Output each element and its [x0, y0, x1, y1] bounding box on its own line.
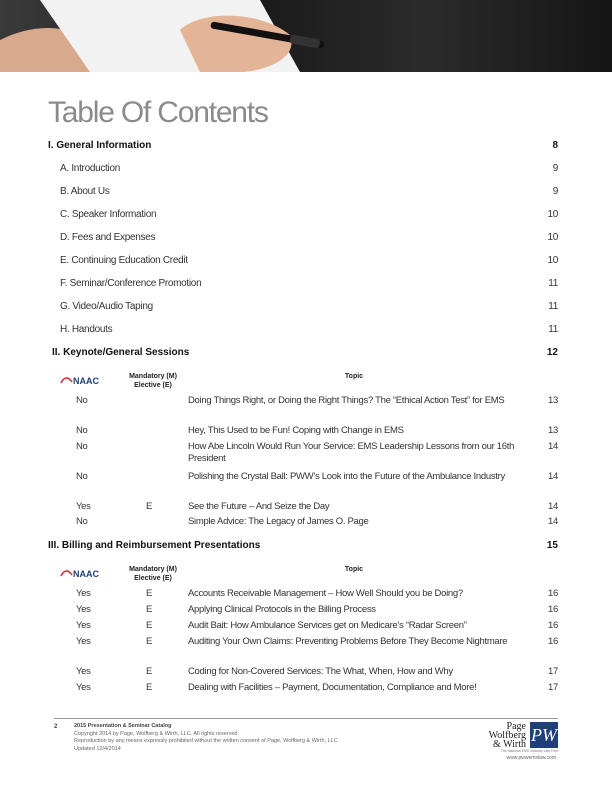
me-cell: E	[146, 501, 153, 512]
naac-cell: Yes	[76, 682, 91, 693]
page-cell: 14	[548, 501, 558, 512]
pww-logo[interactable]	[488, 721, 562, 766]
toc-item-label: H. Handouts	[60, 324, 113, 335]
page-cell: 16	[548, 620, 558, 631]
naac-logo-text: NAAC	[73, 569, 99, 579]
topic-cell: Accounts Receivable Management – How Well Should you be Doing?	[188, 588, 463, 599]
topic-cell: Auditing Your Own Claims: Preventing Problems Before They Become Nightmare	[188, 636, 508, 647]
footer-divider	[54, 718, 558, 719]
naac-logo-icon	[60, 373, 106, 387]
mandatory-elective-header	[118, 372, 188, 390]
page-title: Table Of Contents	[48, 96, 268, 129]
elective-label: Elective (E)	[134, 382, 172, 389]
topic-cell: Coding for Non-Covered Services: The What, When, How and Why	[188, 666, 453, 677]
toc-item-page: 11	[548, 301, 558, 312]
footer-url[interactable]: www.pwwemslaw.com	[506, 755, 556, 761]
section-page: 12	[546, 347, 558, 358]
me-cell: E	[146, 682, 153, 693]
toc-item-seminar-promotion[interactable]	[60, 278, 558, 289]
naac-cell: Yes	[76, 588, 91, 599]
toc-item-continuing-education[interactable]	[60, 255, 558, 266]
topic-cell: Applying Clinical Protocols in the Billing Process	[188, 604, 376, 615]
naac-cell: Yes	[76, 501, 91, 512]
me-cell: E	[146, 604, 153, 615]
section-billing-reimbursement[interactable]	[48, 540, 558, 551]
logo-tagline: The National EMS Industry Law Firm	[500, 749, 558, 753]
toc-item-label: C. Speaker Information	[60, 209, 157, 220]
toc-item-introduction[interactable]	[60, 163, 558, 174]
section-page: 15	[546, 540, 558, 551]
me-cell: E	[146, 620, 153, 631]
topic-cell: Audit Bait: How Ambulance Services get on Medicare’s “Radar Screen”	[188, 620, 467, 631]
toc-item-fees-expenses[interactable]	[60, 232, 558, 243]
topic-cell: Doing Things Right, or Doing the Right Things? The “Ethical Action Test” for EMS	[188, 395, 505, 406]
page-cell: 16	[548, 636, 558, 647]
naac-cell: Yes	[76, 604, 91, 615]
naac-cell: No	[76, 516, 88, 527]
logo-mark-icon: PW	[530, 722, 558, 748]
topic-cell: Hey, This Used to be Fun! Coping with Change in EMS	[188, 425, 404, 436]
naac-logo-icon	[60, 566, 106, 580]
toc-item-page: 10	[547, 209, 558, 220]
page-cell: 16	[548, 604, 558, 615]
page-cell: 13	[548, 425, 558, 436]
toc-item-page: 10	[547, 232, 558, 243]
toc-item-label: B. About Us	[60, 186, 110, 197]
section-keynote-sessions[interactable]	[52, 347, 558, 358]
hand-writing-photo	[0, 0, 612, 72]
page-cell: 14	[548, 441, 558, 452]
page-cell: 13	[548, 395, 558, 406]
footer-updated: Updated 12/4/2014	[74, 745, 121, 752]
toc-item-label: A. Introduction	[60, 163, 120, 174]
section-general-information[interactable]	[48, 140, 558, 151]
toc-item-label: F. Seminar/Conference Promotion	[60, 278, 202, 289]
naac-cell: Yes	[76, 666, 91, 677]
page-cell: 14	[548, 471, 558, 482]
mandatory-elective-header	[118, 565, 188, 583]
toc-item-page: 9	[552, 163, 558, 174]
toc-item-video-audio[interactable]	[60, 301, 558, 312]
topic-cell: How Abe Lincoln Would Run Your Service: EMS Leadership Lessons from our 16th President	[188, 441, 515, 464]
toc-item-label: E. Continuing Education Credit	[60, 255, 188, 266]
toc-item-about-us[interactable]	[60, 186, 558, 197]
topic-cell: Polishing the Crystal Ball: PWW’s Look into the Future of the Ambulance Industry	[188, 471, 505, 482]
naac-cell: No	[76, 395, 88, 406]
topic-header: Topic	[344, 566, 364, 573]
topic-header: Topic	[344, 373, 364, 380]
naac-cell: Yes	[76, 636, 91, 647]
header-photo	[0, 0, 612, 72]
naac-cell: No	[76, 425, 88, 436]
footer-copyright: Copyright 2014 by Page, Wolfberg & Wirth, LLC. All rights reserved.	[74, 730, 239, 737]
section-label: III. Billing and Reimbursement Presentations	[48, 540, 261, 551]
toc-item-page: 9	[552, 186, 558, 197]
toc-item-page: 11	[548, 278, 558, 289]
naac-logo-text: NAAC	[73, 376, 99, 386]
toc-item-speaker-information[interactable]	[60, 209, 558, 220]
toc-item-handouts[interactable]	[60, 324, 558, 335]
toc-item-label: G. Video/Audio Taping	[60, 301, 153, 312]
logo-wordmark	[489, 722, 526, 749]
page-cell: 17	[548, 666, 558, 677]
topic-cell: See the Future – And Seize the Day	[188, 501, 330, 512]
me-cell: E	[146, 636, 153, 647]
footer-catalog: 2015 Presentation & Seminar Catalog	[74, 723, 172, 729]
toc-item-label: D. Fees and Expenses	[60, 232, 156, 243]
toc-item-page: 10	[547, 255, 558, 266]
footer-reproduction: Reproduction by any means expressly prohibited without the written consent of Page, Wolfberg & Wirth, LLC	[74, 738, 338, 744]
me-cell: E	[146, 588, 153, 599]
section-label: I. General Information	[48, 140, 152, 151]
logo-line-1: Page	[506, 721, 526, 732]
naac-cell: Yes	[76, 620, 91, 631]
naac-cell: No	[76, 471, 88, 482]
page-cell: 16	[548, 588, 558, 599]
footer-text	[74, 723, 338, 753]
page-cell: 14	[548, 516, 558, 527]
logo-line-3: & Wirth	[492, 739, 526, 750]
topic-cell: Dealing with Facilities – Payment, Documentation, Compliance and More!	[188, 682, 477, 693]
page-cell: 17	[548, 682, 558, 693]
mandatory-label: Mandatory (M)	[129, 566, 177, 573]
mandatory-label: Mandatory (M)	[129, 373, 177, 380]
section-label: II. Keynote/General Sessions	[52, 347, 190, 358]
section-page: 8	[552, 140, 558, 151]
footer-page-number: 2	[54, 724, 58, 730]
toc-item-page: 11	[548, 324, 558, 335]
naac-cell: No	[76, 441, 88, 452]
me-cell: E	[146, 666, 153, 677]
topic-cell: Simple Advice: The Legacy of James O. Page	[188, 516, 369, 527]
elective-label: Elective (E)	[134, 575, 172, 582]
logo-line-2: Wolfberg	[488, 730, 526, 741]
